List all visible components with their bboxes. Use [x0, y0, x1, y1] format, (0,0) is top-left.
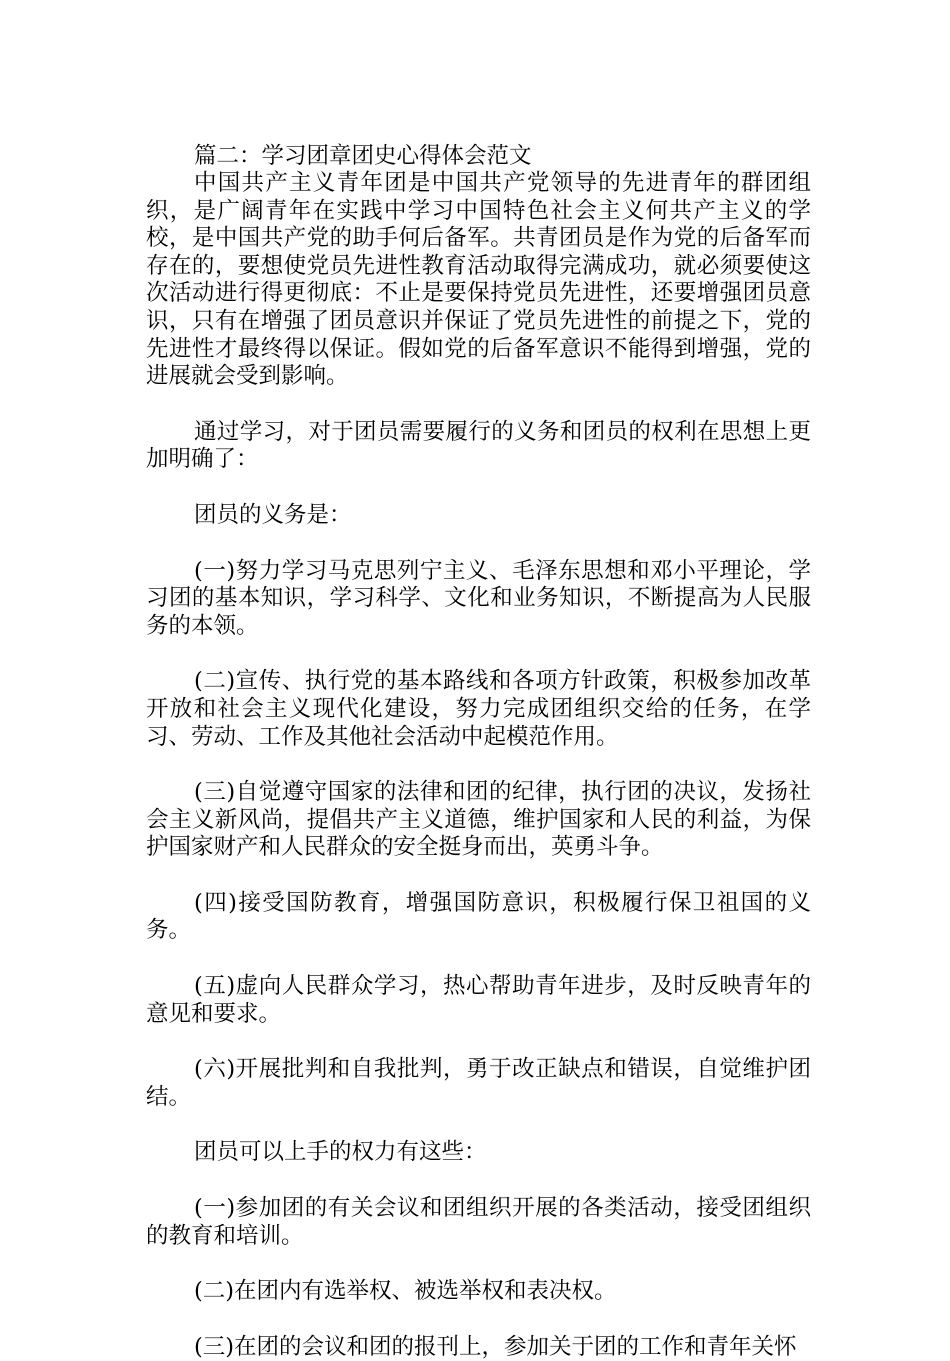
paragraph-duty-6: (六)开展批判和自我批判，勇于改正缺点和错误，自觉维护团结。 [146, 1056, 811, 1110]
paragraph-study: 通过学习，对于团员需要履行的义务和团员的权利在思想上更加明确了： [146, 418, 811, 473]
paragraph-intro: 中国共产主义青年团是中国共产党领导的先进青年的群团组织，是广阔青年在实践中学习中国特色社会主义何共产主义的学校，是中国共产党的助手何后备军。共青团员是作为党的后备军而存在的，要想使党员先进性教育活动取得完满成功，就必须要使这次活动进行得更彻底：不止是要保持党员先进性，还要增强团员意识，只有在增强了团员意识并保证了党员先进性的前提之下，党的先进性才最终得以保证。假如党的后备军意识不能得到增强，党的进展就会受到影响。 [146, 170, 811, 390]
document-page [146, 142, 811, 1361]
paragraph-right-2: (二)在团内有选举权、被选举权和表决权。 [194, 1278, 617, 1305]
document-title: 篇二：学习团章团史心得体会范文 [194, 143, 532, 169]
paragraph-duty-4: (四)接受国防教育，增强国防意识，积极履行保卫祖国的义务。 [146, 889, 811, 944]
paragraph-duties-heading: 团员的义务是： [194, 501, 352, 528]
paragraph-right-3: (三)在团的会议和团的报刊上，参加关于团的工作和青年关怀 [194, 1333, 797, 1360]
paragraph-rights-heading: 团员可以上手的权力有这些： [194, 1139, 487, 1166]
paragraph-right-1: (一)参加团的有关会议和团组织开展的各类活动，接受团组织的教育和培训。 [146, 1195, 811, 1249]
paragraph-duty-5: (五)虚向人民群众学习，热心帮助青年进步，及时反映青年的意见和要求。 [146, 973, 811, 1027]
paragraph-duty-1: (一)努力学习马克思列宁主义、毛泽东思想和邓小平理论，学习团的基本知识，学习科学、文化和业务知识，不断提高为人民服务的本领。 [146, 557, 811, 639]
paragraph-duty-3: (三)自觉遵守国家的法律和团的纪律，执行团的决议，发扬社会主义新风尚，提倡共产主义道德，维护国家和人民的利益，为保护国家财产和人民群众的安全挺身而出，英勇斗争。 [146, 779, 811, 861]
paragraph-duty-2: (二)宣传、执行党的基本路线和各项方针政策，积极参加改革开放和社会主义现代化建设，努力完成团组织交给的任务，在学习、劳动、工作及其他社会活动中起模范作用。 [146, 668, 811, 750]
